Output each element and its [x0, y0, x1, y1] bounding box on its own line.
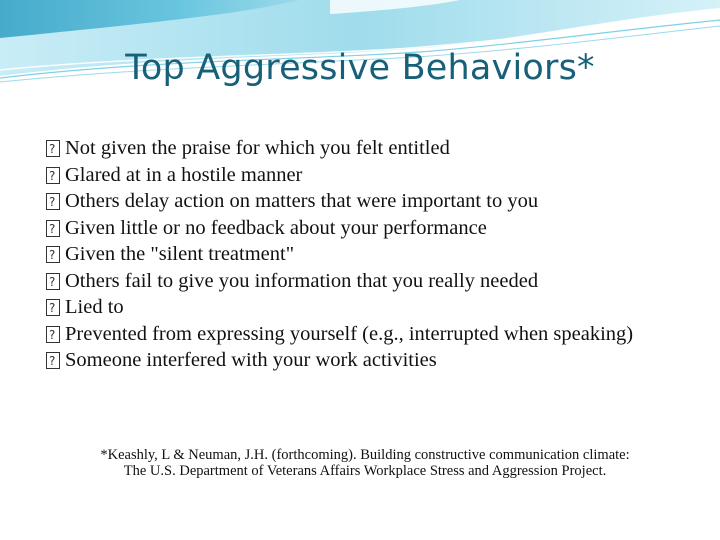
footnote-line-2: The U.S. Department of Veterans Affairs Workplace Stress and Aggression Project.	[123, 463, 607, 479]
bullet-text: Others fail to give you information that you really needed	[65, 269, 539, 292]
list-item	[46, 297, 666, 318]
missing-glyph-icon	[46, 193, 60, 210]
bullet-text: Lied to	[65, 296, 124, 318]
list-item	[46, 271, 666, 292]
list-item	[46, 244, 666, 265]
missing-glyph-icon	[46, 246, 60, 263]
missing-glyph-icon	[46, 299, 60, 316]
bullet-text: Glared at in a hostile manner	[65, 163, 303, 186]
bullet-text: Given the "silent treatment"	[65, 243, 295, 265]
footnote-line-1: *Keashly, L & Neuman, J.H. (forthcoming). Building constructive communication climate:	[100, 447, 630, 463]
bullet-text: Not given the praise for which you felt entitled	[65, 137, 450, 159]
bullet-text: Given little or no feedback about your performance	[65, 216, 487, 239]
missing-glyph-icon	[46, 352, 60, 369]
list-item	[46, 191, 666, 212]
missing-glyph-icon	[46, 273, 60, 290]
list-item	[46, 218, 666, 239]
list-item	[46, 324, 666, 345]
bullet-list	[46, 138, 666, 377]
missing-glyph-icon	[46, 326, 60, 343]
bullet-text: Someone interfered with your work activities	[65, 349, 437, 371]
missing-glyph-icon	[46, 140, 60, 157]
list-item	[46, 138, 666, 159]
missing-glyph-icon	[46, 167, 60, 184]
citation-footnote	[40, 447, 690, 479]
bullet-text: Others delay action on matters that were important to you	[65, 190, 539, 212]
missing-glyph-icon	[46, 220, 60, 237]
list-item	[46, 350, 666, 371]
bullet-text: Prevented from expressing yourself (e.g., interrupted when speaking)	[65, 322, 634, 345]
list-item	[46, 165, 666, 186]
slide-title: Top Aggressive Behaviors*	[125, 48, 595, 88]
